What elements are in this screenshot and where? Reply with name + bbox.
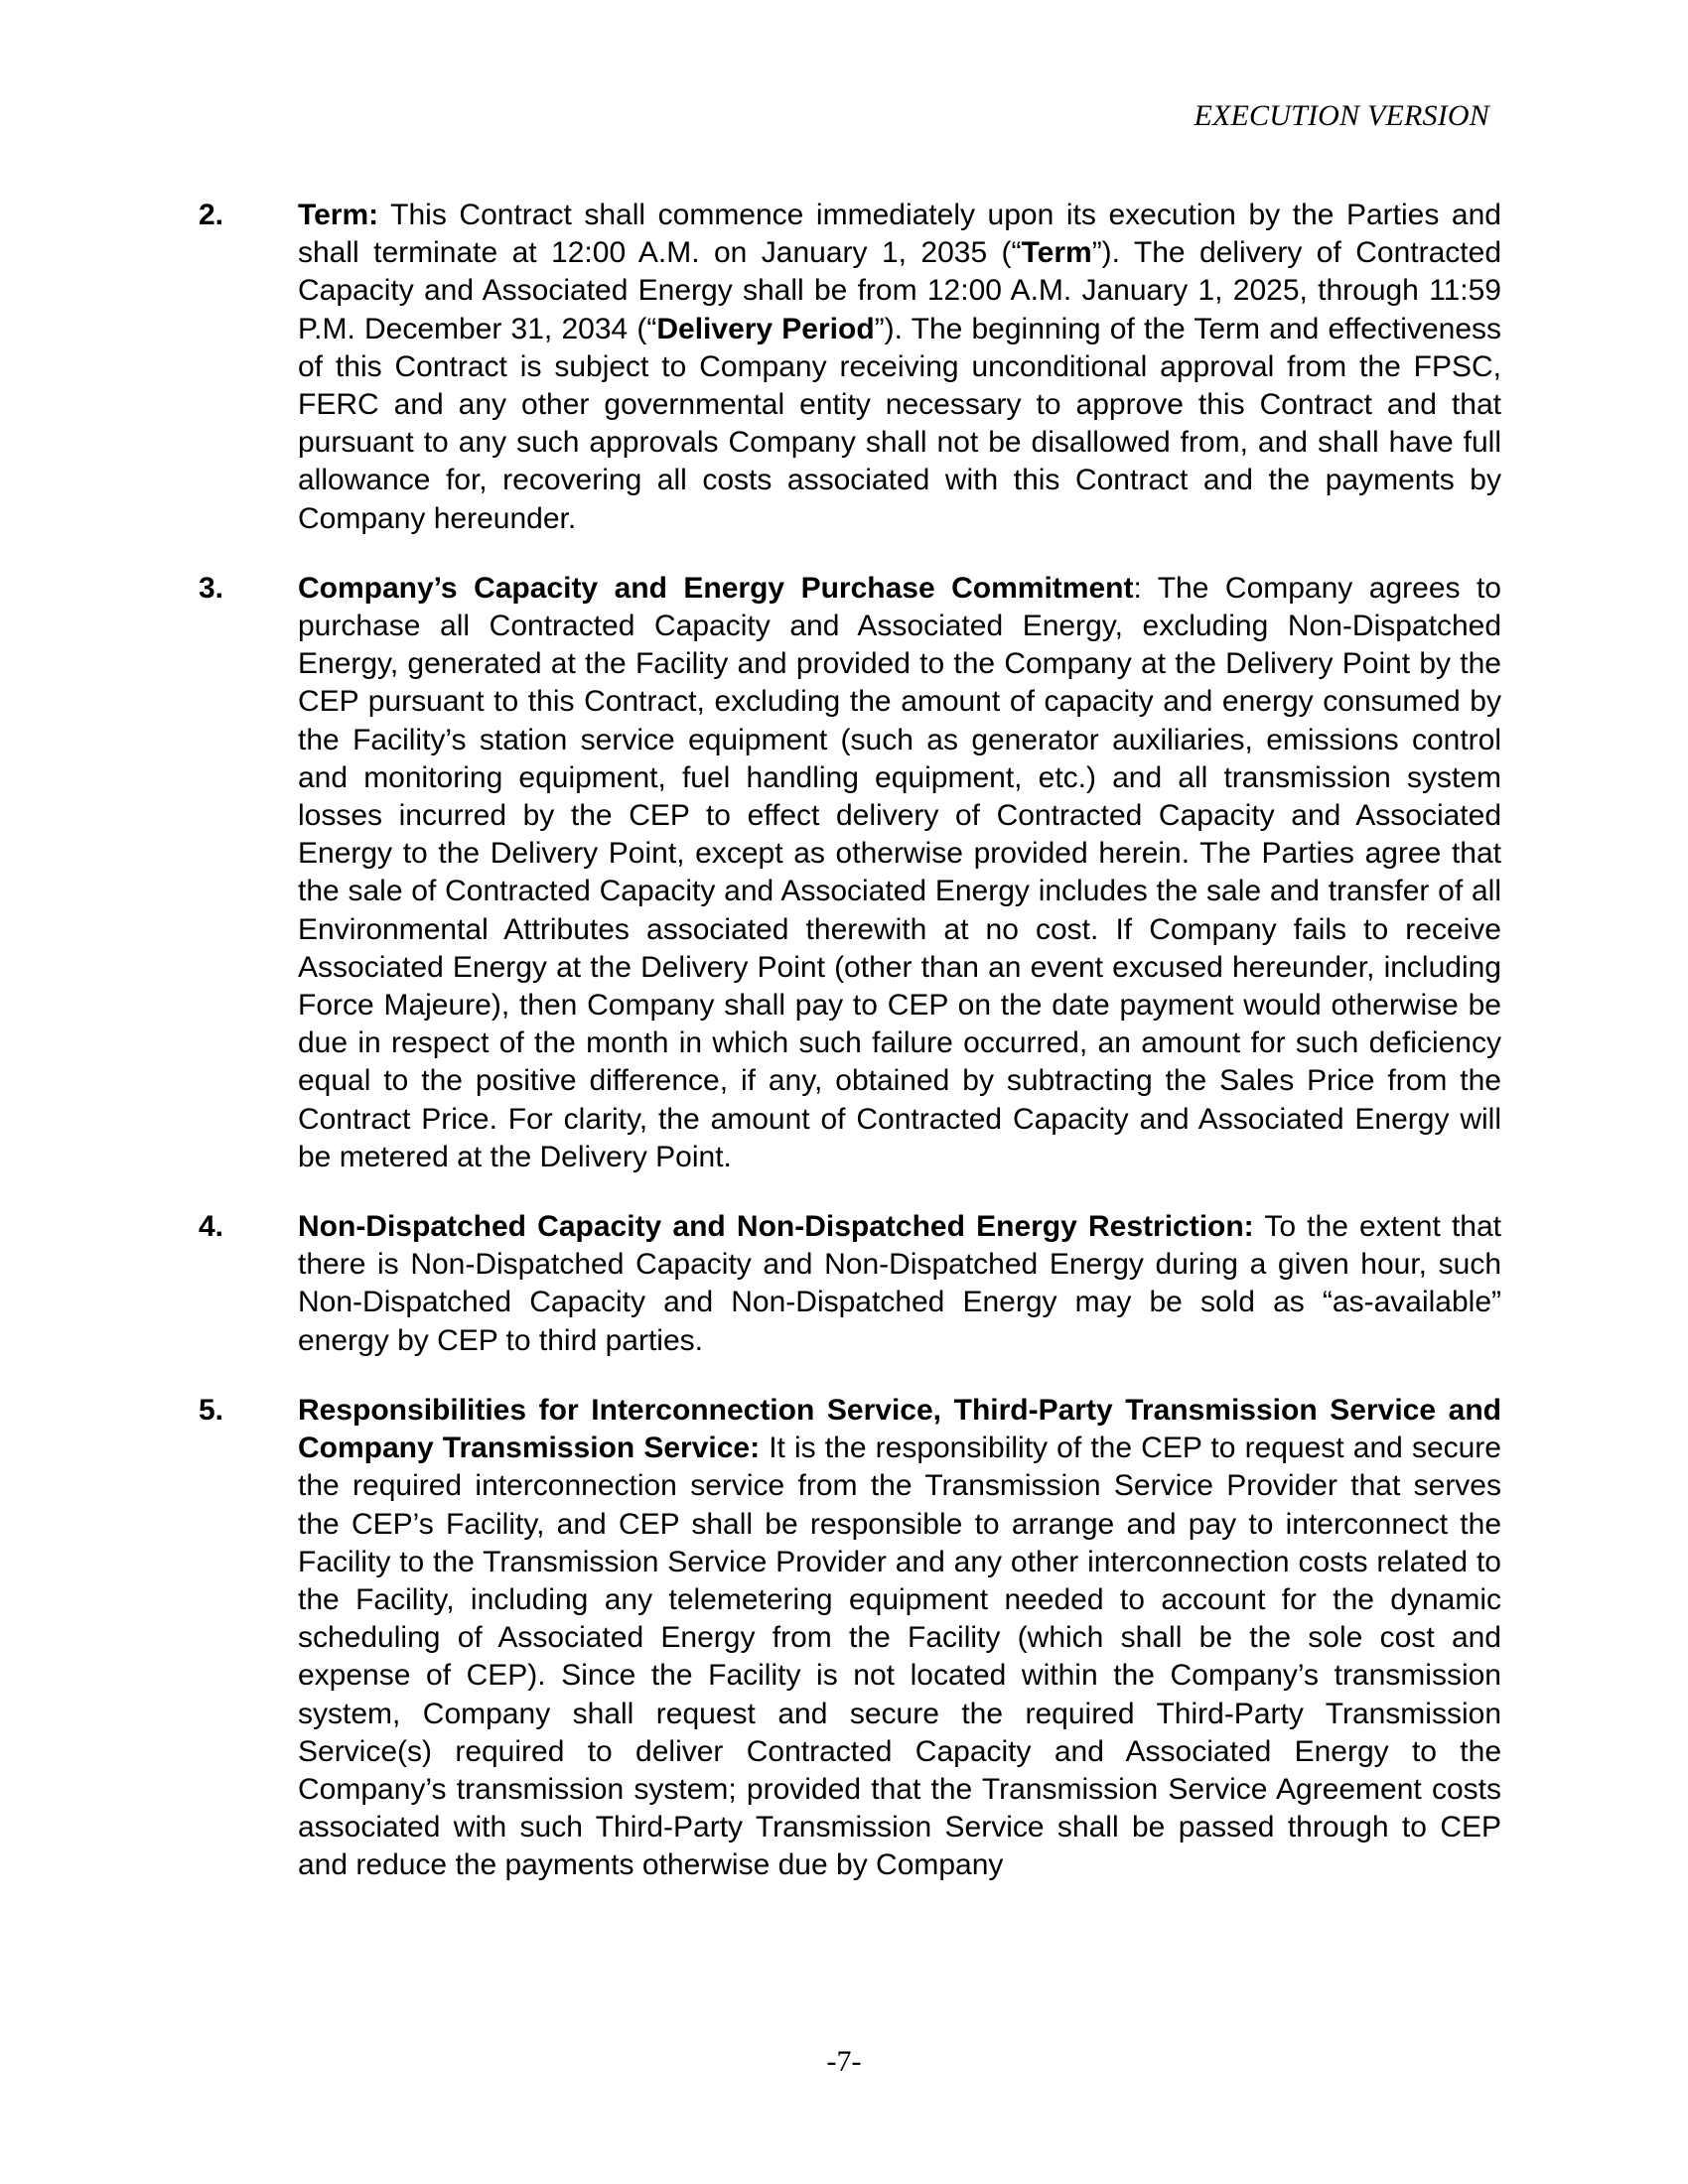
clause-title: Company’s Capacity and Energy Purchase Commitment xyxy=(298,571,1134,605)
clause-title: Non-Dispatched Capacity and Non-Dispatched Energy Restriction: xyxy=(298,1210,1254,1244)
clause-4-non-dispatched-restriction xyxy=(199,1208,1501,1360)
clause-text xyxy=(298,197,1501,538)
clause-number: 3. xyxy=(199,571,224,605)
clause-title: Responsibilities for Interconnection Service, Third-Party Transmission Service and Company Transmission Service: xyxy=(298,1393,1501,1465)
clause-text xyxy=(298,1208,1501,1360)
clause-body: To the extent that there is Non-Dispatched Capacity and Non-Dispatched Energy during a given hour, such Non-Dispatched Capacity and Non-Dispatched Energy may be sold as “as-available” energy by CEP to third parties. xyxy=(298,1210,1501,1357)
clause-body: It is the responsibility of the CEP to request and secure the required interconnection service from the Transmission Service Provider that serves the CEP’s Facility, and CEP shall be responsible to arrange and pay to interconnect the Facility to the Transmission Service Provider and any other interconnection costs related to the Facility, including any telemetering equipment needed to account for the dynamic scheduling of Associated Energy from the Facility (which shall be the sole cost and expense of CEP). Since the Facility is not located within the Company’s transmission system, Company shall request and secure the required Third-Party Transmission Service(s) required to deliver Contracted Capacity and Associated Energy to the Company’s transmission system; provided that the Transmission Service Agreement costs associated with such Third-Party Transmission Service shall be passed through to CEP and reduce the payments otherwise due by Company xyxy=(298,1432,1501,1882)
defined-term-term: Term xyxy=(1021,236,1092,270)
execution-version-header: EXECUTION VERSION xyxy=(1194,99,1489,132)
defined-term-delivery-period: Delivery Period xyxy=(656,312,875,345)
clause-text-segment: ”). The delivery of Contracted Capacity and Associated Energy shall be from 12:00 A.M. January 1, 2025, through 11:59 P.M. December 31, 2034 (“ xyxy=(298,236,1502,345)
clause-body: : The Company agrees to purchase all Contracted Capacity and Associated Energy, excluding Non-Dispatched Energy, generated at the Facility and provided to the Company at the Delivery Point by the CEP pursuant to this Contract, excluding the amount of capacity and energy consumed by the Facility’s station service equipment (such as generator auxiliaries, emissions control and monitoring equipment, fuel handling equipment, etc.) and all transmission system losses incurred by the CEP to effect delivery of Contracted Capacity and Associated Energy to the Delivery Point, except as otherwise provided herein. The Parties agree that the sale of Contracted Capacity and Associated Energy includes the sale and transfer of all Environmental Attributes associated therewith at no cost. If Company fails to receive Associated Energy at the Delivery Point (other than an event excused hereunder, including Force Majeure), then Company shall pay to CEP on the date payment would otherwise be due in respect of the month in which such failure occurred, an amount for such deficiency equal to the positive difference, if any, obtained by subtracting the Sales Price from the Contract Price. For clarity, the amount of Contracted Capacity and Associated Energy will be metered at the Delivery Point. xyxy=(298,571,1501,1173)
clause-2-term xyxy=(199,197,1501,538)
clause-number: 2. xyxy=(199,199,224,231)
clause-number: 4. xyxy=(199,1210,224,1244)
clause-5-transmission-responsibilities xyxy=(199,1392,1501,1885)
clause-title: Term: xyxy=(298,199,379,231)
document-body xyxy=(199,197,1501,1917)
clause-text-segment: This Contract shall commence immediately upon its execution by the Parties and shall terminate at 12:00 A.M. on January 1, 2035 (“ xyxy=(298,199,1501,270)
clause-text xyxy=(298,1392,1501,1885)
clause-number: 5. xyxy=(199,1393,224,1427)
clause-3-purchase-commitment xyxy=(199,570,1501,1176)
page-number: -7- xyxy=(826,2045,862,2078)
clause-text-segment: ”). The beginning of the Term and effectiveness of this Contract is subject to Company receiving unconditional approval from the FPSC, FERC and any other governmental entity necessary to approve this Contract and that pursuant to any such approvals Company shall not be disallowed from, and shall have full allowance for, recovering all costs associated with this Contract and the payments by Company hereunder. xyxy=(298,312,1502,535)
clause-text xyxy=(298,570,1501,1176)
